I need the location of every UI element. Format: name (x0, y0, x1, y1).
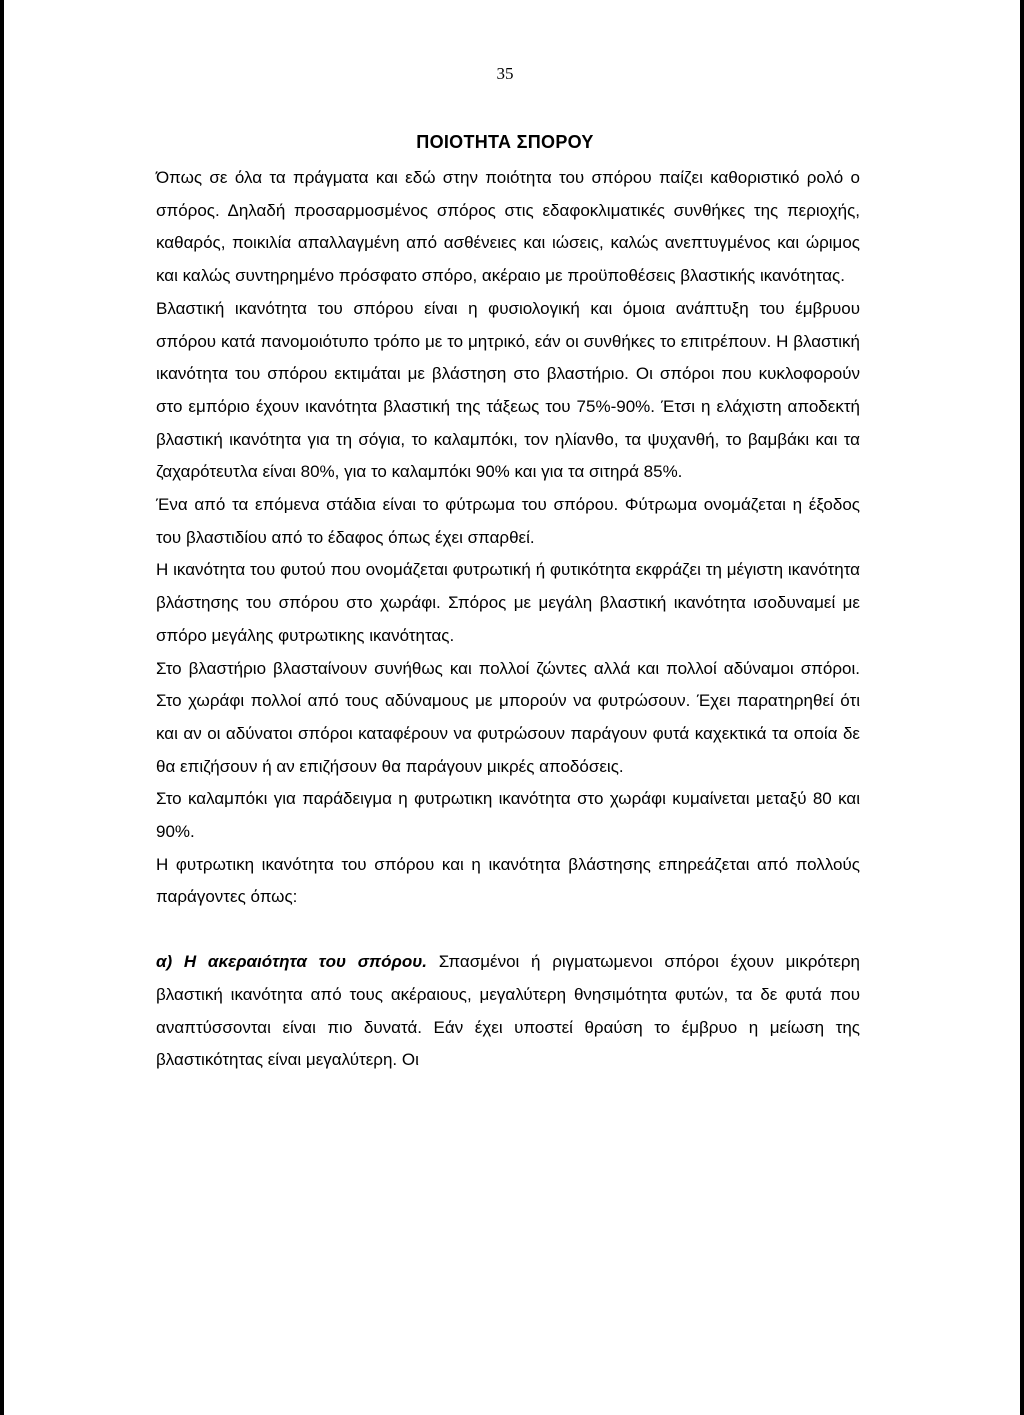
paragraph-weak-seeds: Στο βλαστήριο βλασταίνουν συνήθως και πολλοί ζώντες αλλά και πολλοί αδύναμοι σπόροι. Στο χωράφι πολλοί από τους αδύναμους με μπορούν να φυτρώσουν. Έχει παρατηρηθεί ότι και αν οι αδύνατοι σπόροι καταφέρουν να φυτρώσουν παράγουν φυτά καχεκτικά τα οποία δε θα επιζήσουν ή αν επιζήσουν θα παράγουν μικρές αποδόσεις. (156, 658, 860, 776)
factor-a-text: Σπασμένοι ή ριγματωμενοι σπόροι έχουν μικρότερη βλαστική ικανότητα από τους ακέραιους, μεγαλύτερη θνησιμότητα φυτών, τα δε φυτά που αναπτύσσονται είναι πιο δυνατά. Εάν έχει υποστεί θραύση το έμβρυο η μείωση της βλαστικότητας είναι μεγαλύτερη. Οι (156, 952, 860, 1070)
page-number: 35 (496, 64, 514, 83)
paragraph-sprouting: Ένα από τα επόμενα στάδια είναι το φύτρωμα του σπόρου. Φύτρωμα ονομάζεται η έξοδος του βλαστιδίου από το έδαφος όπως έχει σπαρθεί. (156, 495, 860, 547)
paragraph-field-emergence: Η ικανότητα του φυτού που ονομάζεται φυτρωτική ή φυτικότητα εκφράζει τη μέγιστη ικανότητα βλάστησης του σπόρου στο χωράφι. Σπόρος με μεγάλη βλαστική ικανότητα ισοδυναμεί με σπόρο μεγάλης φυτρωτικης ικανότητας. (156, 560, 860, 645)
paragraph-factor-a (156, 946, 860, 1077)
paragraph-germination-ability: Βλαστική ικανότητα του σπόρου είναι η φυσιολογική και όμοια ανάπτυξη του έμβρυου σπόρου κατά πανομοιότυπο τρόπο με το μητρικό, εάν οι συνθήκες το επιτρέπουν. Η βλαστική ικανότητα του σπόρου εκτιμάται με βλάστηση στο βλαστήριο. Οι σπόροι που κυκλοφορούν στο εμπόριο έχουν ικανότητα βλαστική της τάξεως του 75%-90%. Έτσι η ελάχιστη αποδεκτή βλαστική ικανότητα για τη σόγια, το καλαμπόκι, τον ηλίανθο, τα ψυχανθή, το βαμβάκι και τα ζαχαρότευτλα είναι 80%, για το καλαμπόκι 90% και για τα σιτηρά 85%. (156, 298, 860, 482)
paragraph-intro: Όπως σε όλα τα πράγματα και εδώ στην ποιότητα του σπόρου παίζει καθοριστικό ρολό ο σπόρος. Δηλαδή προσαρμοσμένος σπόρος στις εδαφοκλιματικές συνθήκες της περιοχής, καθαρός, ποικιλία απαλλαγμένη από ασθένειες και ιώσεις, καλώς ανεπτυγμένος και ώριμος και καλώς συντηρημένο πρόσφατο σπόρο, ακέραιο με προϋποθέσεις βλαστικής ικανότητας. (156, 168, 860, 286)
paragraph-corn-example: Στο καλαμπόκι για παράδειγμα η φυτρωτικη ικανότητα στο χωράφι κυμαίνεται μεταξύ 80 και 90%. (156, 789, 860, 842)
section-title: ΠΟΙΟΤΗΤΑ ΣΠΟΡΟΥ (416, 132, 594, 152)
paragraph-factors-intro: Η φυτρωτικη ικανότητα του σπόρου και η ικανότητα βλάστησης επηρεάζεται από πολλούς παράγοντες όπως: (156, 854, 860, 907)
body-text (156, 162, 860, 1077)
factor-a-heading: α) Η ακεραιότητα του σπόρου. (156, 952, 427, 972)
